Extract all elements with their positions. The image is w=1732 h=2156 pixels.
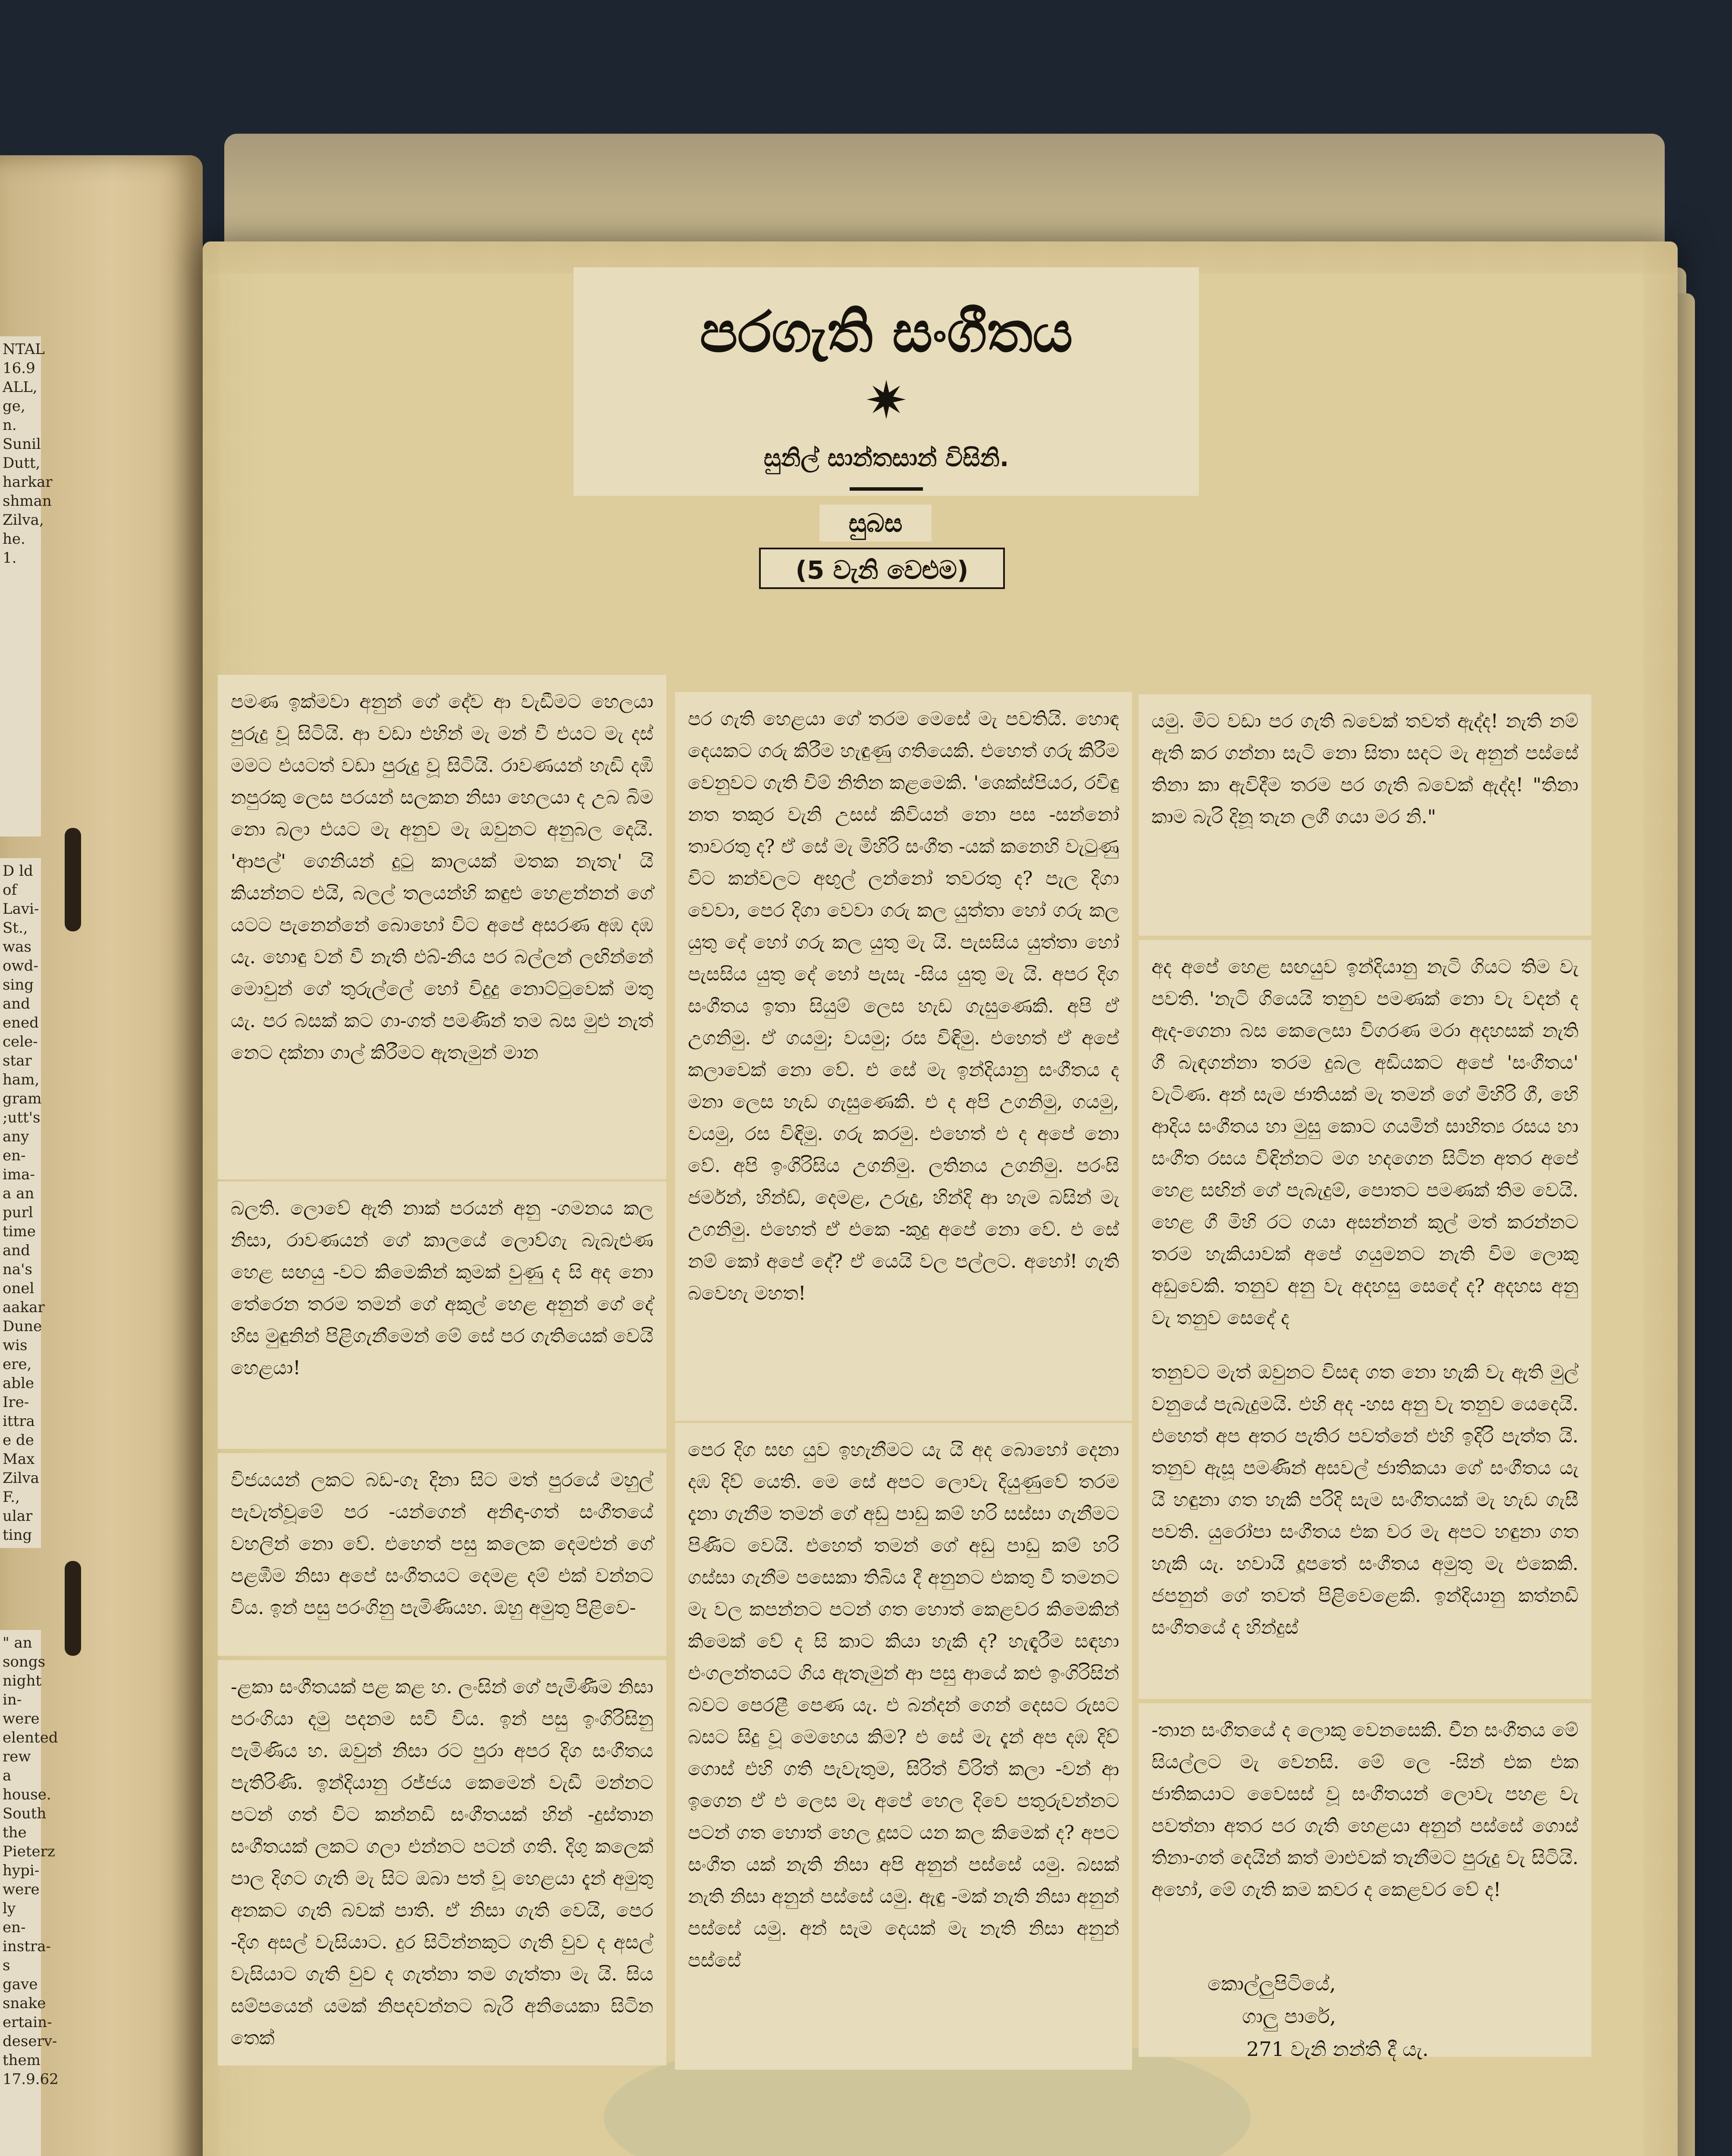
title-clipping bbox=[574, 267, 1199, 496]
star-ornament-icon: ✷ bbox=[864, 371, 908, 431]
column3-clipping-b: අද අපේ හෙළ සඟයුව ඉන්දියානු නැටි ගියට තිම වැ පවති. 'නැටි ගියෙයි තනුව පමණක් නො වැ වදන් ද ඇද-ගෙනා බස කෙලෙසා විගරණ මරා අදහසක් නැති ගී බැඳගන්නා තරම දුබල අඩියකට අපේ 'සංගීතය' වැටිණ. අන් සැම ජාතියක් මැ තමන් ගේ මිහිරි ගී, හෙි ආදිය සංගීතය හා මුසු කොට ගයමින් සාහිත්‍ය රසය හා සංගීත රසය විඳින්නට මග හදගෙන සිටින අතර අපේ හෙළ සඟින් ගේ පැබැදුම්, පොතට පමණක් තිම වෙයි. හෙළ ගී මිහි රට ගයා අසන්නන් කුල් මත් කරන්නට තරම හැකියාවක් අපේ ගයුමනට නැති විම ලොකු අඩුවෙකි. තනුව අනු වැ අදහසු සෙදේ ද? අදහස අනු වැ තනුව සෙදේ ද bbox=[1139, 940, 1591, 1345]
column1-clipping-c: විජයයන් ලකට බඩ-ගෑ දිනා සිට මත් පුරයේ මහුල් පැවැත්වූමේ පර -යන්ගෙන් අනිඳා-ගත් සංගීතයේ වහලින් නො වේ. එහෙත් පසු කලෙක දෙමළුන් ගේ පළඹීම නිසා අපේ සංගීතයට දෙමළ දම් එක් වන්නට විය. ඉන් පසු පරංගිනු පැමිණියහ. ඔහු අමුතු පිළිවෙ- bbox=[218, 1453, 666, 1656]
column3-text-d: -තාන සංගීතයේ ද ලොකු වෙනසෙකි. චීන සංගීතය මේ සියල්ලට මැ වෙනසි. මේ ලෙ -සින් එක එක ජාතිකයාට වෙෙසස් වූ සංගීතයන් ලොවැ පහළ වැ පවත්නා අතර පර ගැති හෙළයා අනුන් පස්සේ ගොස් තිනා-ගත් දෙයින් කත් මාළුවක් තැනීමට පුරුදු වැ සිටියි. අහෝ, මේ ගැති කම කවර ද කෙළවර වේ ද! bbox=[1152, 1719, 1578, 1901]
column2-clipping-a: පර ගැති හෙළයා ගේ තරම මෙසේ මැ පවතියි. හොඳ දෙයකට ගරු කිරීම හැඳුණු ගතියෙකි. එහෙත් ගරු කිරීම වෙනුවට ගැති විම් නිතින කළමෙකි. 'ශෙක්ස්පියර, රවිඳු නත තකුර වැනි උසස් කිවියන් නො පස -සන්නෝ තාවරතු ද? ඒ සේ මැ මිහිරි සංගීත -යක් කනෙහි වැටුණු විට කන්වලට අඟුල් ලන්නෝ තවරතු ද? පැල දිගා වෙවා, පෙර දිගා වෙවා ගරු කල යුත්තා හෝ ගරු කල යුතු දේ හෝ ගරු කල යුතු මැ යි. පැසසිය යුත්තා හෝ පැසසිය යුතු දේ හෝ පැසැ -සිය යුතු මැ යි. අපර දිග සංගීතය ඉතා සියුම් ලෙස හැඩ ගැසුණෙකි. අපි ඒ උගනිමු. ඒ ගයමු; වයමු; රස විඳිමු. එහෙත් ඒ අපේ කලාවෙක් නො වේ. එ සේ මැ ඉන්දියානු සංගීතය ද මනා ලෙස හැඩ ගැසුණෙකි. එ ද අපි උගනිමු, ගයමු, වයමු, රස විඳිමු. ගරු කරමු. එහෙත් එ ද අපේ නො වේ. අපි ඉංගිරිසිය උගනිමු. ලතිනය උගනිමු. පරංසි ජර්මන්, හින්ඩ්, දෙමළ, උරුදු, හින්දි ආ හැම බසින් මැ උගනිමු. එහෙත් ඒ එකෙ -කුදු අපේ නො වේ. එ සේ නම් කෝ අපේ දේ? ඒ යෙයි වල පල්ලට. අහෝ! ගැති බවෙහැ මහත! bbox=[675, 692, 1132, 1421]
column3-clipping-a: යමු. මිට වඩා පර ගැති බවෙක් තවත් ඇද්ද! නැති නම් ඇති කර ගන්නා සැටි නො සිතා සදට මැ අනුන් පස්සේ තිනා කා ඇවිදීම තරම පර ගැති බවෙක් ඇද්ද! "තිනා කාම බැරි දිනූ තැන ලගී ගයා මර නි." bbox=[1139, 694, 1591, 936]
column2-clipping-b: පෙර දිග සඟ යුව ඉහැනීමට යැ යි අද බොහෝ දෙනා දඹ දිව් යෙති. මෙ සේ අපට ලොවැ දියුණුවේ තරම දැනා ගැනීම තමන් ගේ අඩු පාඩු කම් හරි සස්සා ගැනීමට පිණිට වෙයි. එහෙත් තමන් ගේ අඩු පාඩු කම් හරි ගස්සා ගැනීම පසෙකා තිබිය දී අනුනට එකතු වී තමනට මැ වල කපන්නට පටන් ගත හොත් කෙළවර කිමෙකින් කිමෙක් වේ ද සි කාට කියා හැකි ද? හැඳැරීම සඳහා එංගලන්තයට ගිය ඇතැමුන් ආ පසු ආයේ කළු ඉංගිරිසින් බවට පෙරළී පෙණ යැ. එ බන්දන් ගෙන් දෙසට රුසට බසට සිදු වූ මෙහෙය කිම? එ සේ මැ දැන් අප දඹ දිව් ගොස් එහි ගති පැවැතුම, සිරිත් විරිත් කලා -වන් ආ ඉගෙන ඒ එ ලෙස මැ අපේ හෙල දිවෙ පතුරුවන්නට පටන් ගත හොත් හෙල දූසට යන කල කිමෙක් ද? අපට සංගීත යක් නැති නිසා අපි අනුන් පස්සේ යමු. බසක් නැති නිසා අනුන් පස්සේ යමු. ඇඳු -මක් නැති නිසා අනුන් පස්සේ යමු. අන් සැම දෙයක් මැ නැති නිසා අනුන් පස්සේ bbox=[675, 1423, 1132, 2070]
column1-clipping-a: පමණ ඉක්මවා අනුන් ගේ දේව ආ වැඩීමට හෙලයා පුරුදු වූ සිටියි. ආ වඩා එහින් මැ මන් වී එයට මැ දස් මමට එයටත් වඩා පුරුදු වූ සිටියි. රාවණයන් හැඩි දඹි නපුරකු ලෙස පරයන් සලකන නිසා හෙලයා ද උබ බිම නො බලා එයට මැ අනුව මැ ඔවුනට අනුබල දෙයි. 'ආපල්' ගෙනියන් දුටු කාලයක් මතක නැතැ' යි කියන්නට එයි, බලල් තලයන්හි කඳුළු හෙළන්නන් ගේ යටට පැනෙන්නේ බොහෝ විට අපේ අසරණ අඹ දඹ යැ. හොඳු වන් වී නැති එබ්-නිය පර බල්ලන් ලඟින්නේ මොවුන් ගේ තුරුල්ලේ හෝ විදුදු නොට්ටුවෙක් මතු යැ. පර බසක් කට ගා-ගත් පමණින් තම බස මුළු නැත් නෙට දක්නා ගාල් කිරීමට ඇතැමුන් මාන bbox=[218, 675, 666, 1179]
signature-name: ගාලු පාරේ, bbox=[1242, 2005, 1336, 2028]
left-page-clipping-2: D ld of Lavi- St., was owd- sing and ened cele- star ham, gram ;utt's any en- ima- a an purl time and na's onel aakar Dune wis ere, able Ire- ittra e de Max Zilva F., ular ting bbox=[0, 858, 41, 1548]
column3-clipping-c: තනුවට මැත් ඔවුනට විසඳ ගත නො හැකි වැ ඇති මුල් වනුයේ පැබැදුමයි. එහි අද -හස අනු වැ තනුව යෙදෙයි. එහෙත් අප අතර පැතිර පවත්නේ එහි ඉදිරි පැත්ත යි. තනුව ඇසූ පමණින් අසවල් ජාතිකයා ගේ සංගීතය යැ යි හඳුනා ගත හැකි පරිදි සැම සංගීතයක් මැ හැඩ ගැසී පවති. යුරෝපා සංගීතය එක වර මැ අපට හඳුනා ගත හැකි යැ. හවායි දූපතේ සංගීතය අමුතු මැ එකෙකි. ජපනුන් ගේ තවත් පිළිවෙළෙකි. ඉන්දියානු කත්නඩි සංගීතයේ ද හින්දුස් bbox=[1139, 1345, 1591, 1699]
title-rule bbox=[850, 487, 923, 491]
sub-label: සුබස bbox=[819, 505, 932, 542]
article-author: සුනිල් සාන්තසාන් විසිනි. bbox=[763, 444, 1009, 472]
left-page-clipping-1: NTAL 16.9 ALL, ge, n. Sunil Dutt, harkar shman Zilva, he. 1. bbox=[0, 336, 41, 837]
left-page-clipping-3: " an songs night in- were elented rew a house. South the Pieterz hypi- were ly en- instra- s gave snake ertain- deserv- them 17.9.62 bbox=[0, 1630, 41, 2156]
binding-thread bbox=[65, 828, 81, 931]
page-top-edge bbox=[224, 134, 1665, 254]
issue-label: (5 වැනි වෙළුම) bbox=[759, 548, 1005, 589]
signature-address: 271 වැනි නන්ති දී යැ. bbox=[1246, 2037, 1429, 2061]
signature-place: කොල්ලුපිටියේ, bbox=[1208, 1972, 1336, 1995]
article-title: පරගැති සංගීතය bbox=[700, 299, 1073, 365]
column1-clipping-d: -ළකා සංගීතයක් පළ කළ හ. ලංසින් ගේ පැමිණීම නිසා පරංගියා දමු පදනම සවි විය. ඉන් පසු ඉංගිරිසිනු පැමිණිය හ. ඔවුන් නිසා රට පුරා අපර දිග සංගීතය පැතිරිණි. ඉන්දියානු රජ්ජය කෙමෙන් වැඩී මන්නට පටන් ගත් විට කන්නඩි සංගීතයක් හින් -දුස්තාන සංගීතයක් ලකට ගලා එන්නට පටන් ගති. දිගු කලෙක් පාල දිගට ගැති මැ සිට ඔබා පත් වූ හෙළයා දැන් අමුතු අනකට ගැති බවක් පාති. ඒ නිසා ගැති වෙයි, පෙර -දිග අසල් වැසියාට. දුර සිටින්නකුට ගැති වුව ද අසල් වැසියාට ගැති වුව ද ගැත්නා තම ගැත්තා මැ යි. සිය සම්පයෙන් යමක් නිපදවන්නට බැරි අනියෙකා සිටින තෙක් bbox=[218, 1660, 666, 2065]
binding-thread-lower bbox=[65, 1561, 81, 1656]
column3-clipping-d bbox=[1139, 1703, 1591, 2061]
column1-clipping-b: බලති. ලොවේ ඇති නාක් පරයන් අනු -ගමනය කල නිසා, රාවණයන් ගේ කාලයේ ලොව්ගැ බැබැළුණ හෙළ සඟයු -වට කිමෙකින් කුමක් වුණු ද සි අද නො තේරෙන තරම තමන් ගේ අකුල් හෙළ අනුන් ගේ දේ හිස මුඳුනින් පිළිගැනීමෙන් මේ සේ පර ගැතියෙක් වෙයි හෙළයා! bbox=[218, 1181, 666, 1449]
